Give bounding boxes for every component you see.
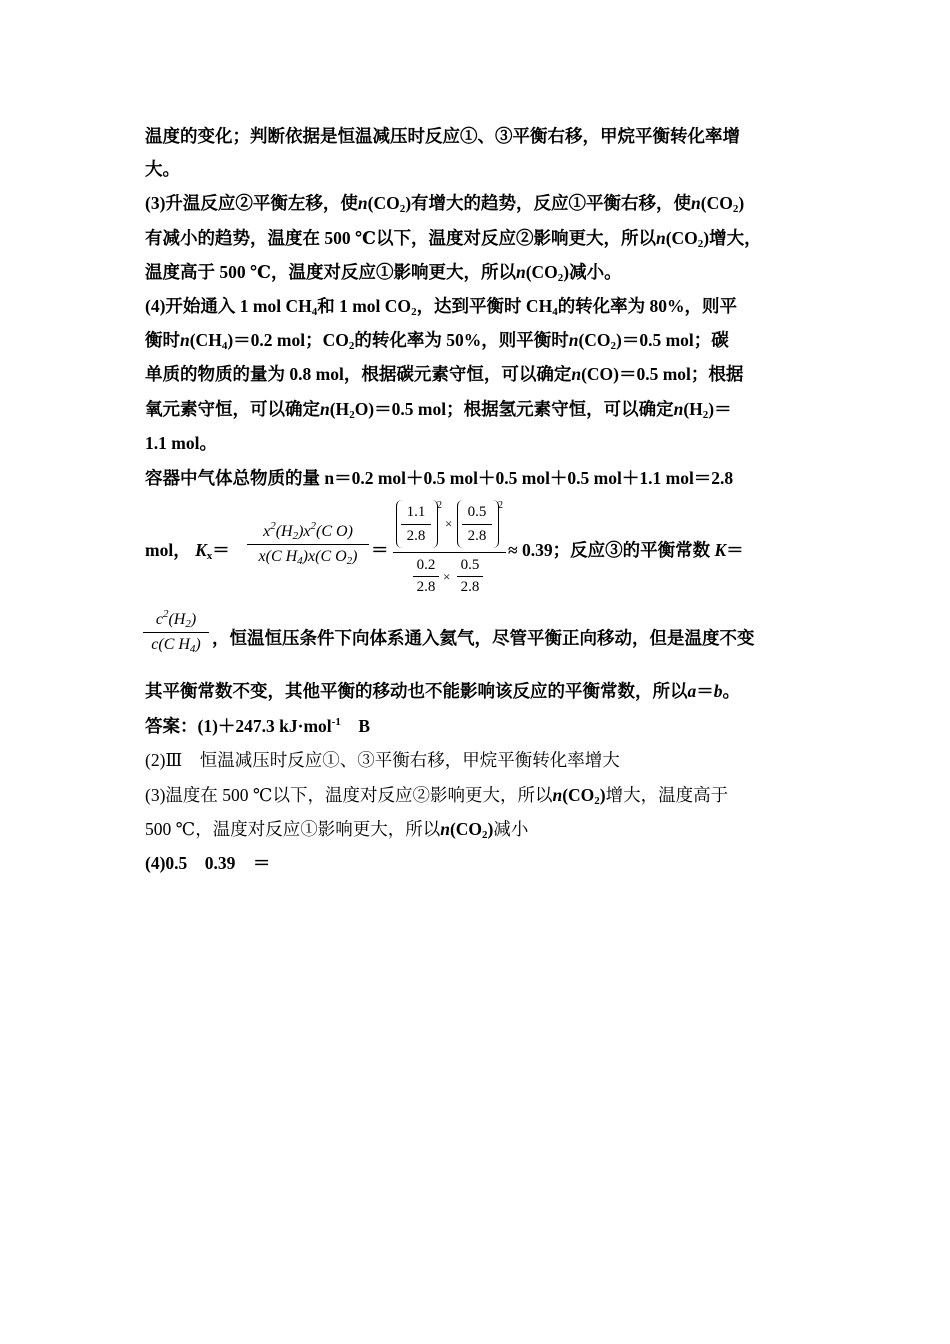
text-line-7: 衡时$n(CH_4)=0.2$ mol；$CO_2$的转化率为 50%，则平衡时$n(CO_2)=0.5$ mol；碳: [145, 330, 729, 352]
answer-line-2: (2)Ⅲ 恒温减压时反应①、③平衡右移，甲烷平衡转化率增大: [145, 750, 620, 770]
answer-line-1: 答案：(1)＋247.3 kJ·mol$^{-1}$ B: [145, 716, 371, 736]
kx-fraction: $x^2(H_2)x^2(C$ O) x(C $H_4)x(C$ $O_2$): [247, 522, 369, 567]
text-line-3: (3)升温反应②平衡左移，使$n(CO_2)$有增大的趋势，反应①平衡右移，使$n(CO_2)$: [145, 193, 745, 215]
text-line-4: 有减小的趋势，温度在 500 ℃以下，温度对反应②影响更大，所以$n(CO_2)$增大，: [145, 228, 762, 250]
answer-line-4: 500 ℃，温度对反应①影响更大，所以$n(CO_2)$减小: [145, 819, 529, 841]
text-line-13: ，恒温恒压条件下向体系通入氦气，尽管平衡正向移动，但是温度不变: [212, 628, 755, 648]
formula-prefix: mol， $K_x=$: [145, 540, 230, 562]
text-line-8: 单质的物质的量为 0.8 mol，根据碳元素守恒，可以确定n(CO)＝0.5 mol；根据: [145, 364, 744, 384]
answer-line-5: (4)0.5 0.39 ＝: [145, 853, 271, 873]
equals-sign: ＝: [371, 540, 389, 560]
text-line-10: 1.1 mol。: [145, 433, 217, 453]
text-line-11: 容器中气体总物质的量 n＝0.2 mol＋0.5 mol＋0.5 mol＋0.5 mol＋1.1 mol＝2.8: [145, 468, 734, 488]
text-line-9: 氧元素守恒，可以确定$n(H_2O)=0.5$ mol；根据氢元素守恒，可以确定$n(H_2)=$: [145, 399, 732, 421]
text-line-5: 温度高于 500 ℃，温度对反应①影响更大，所以$n(CO_2)$减小。: [145, 262, 622, 284]
numeric-fraction: 1.1 2.8 2 × 0.5 2.8 2 0.2 2.8 × 0.5 2.8: [393, 500, 506, 599]
text-line-6: (4)开始通入 1 mol $CH_4$和 1 mol $CO_2$，达到平衡时 $CH_4$的转化率为 80%，则平: [145, 296, 738, 318]
text-line-14: 其平衡常数不变，其他平衡的移动也不能影响该反应的平衡常数，所以a＝b。: [145, 681, 740, 701]
k-fraction: $c^2(H_2)$ c(C $H_4$): [143, 610, 209, 655]
text-line-2: 大。: [145, 159, 180, 179]
answer-line-3: (3)温度在 500 ℃以下，温度对反应②影响更大，所以$n(CO_2)$增大，温度高于: [145, 785, 729, 807]
formula-suffix: ≈ 0.39；反应③的平衡常数 K＝: [508, 540, 744, 560]
text-line-1: 温度的变化；判断依据是恒温减压时反应①、③平衡右移，甲烷平衡转化率增: [145, 126, 740, 146]
